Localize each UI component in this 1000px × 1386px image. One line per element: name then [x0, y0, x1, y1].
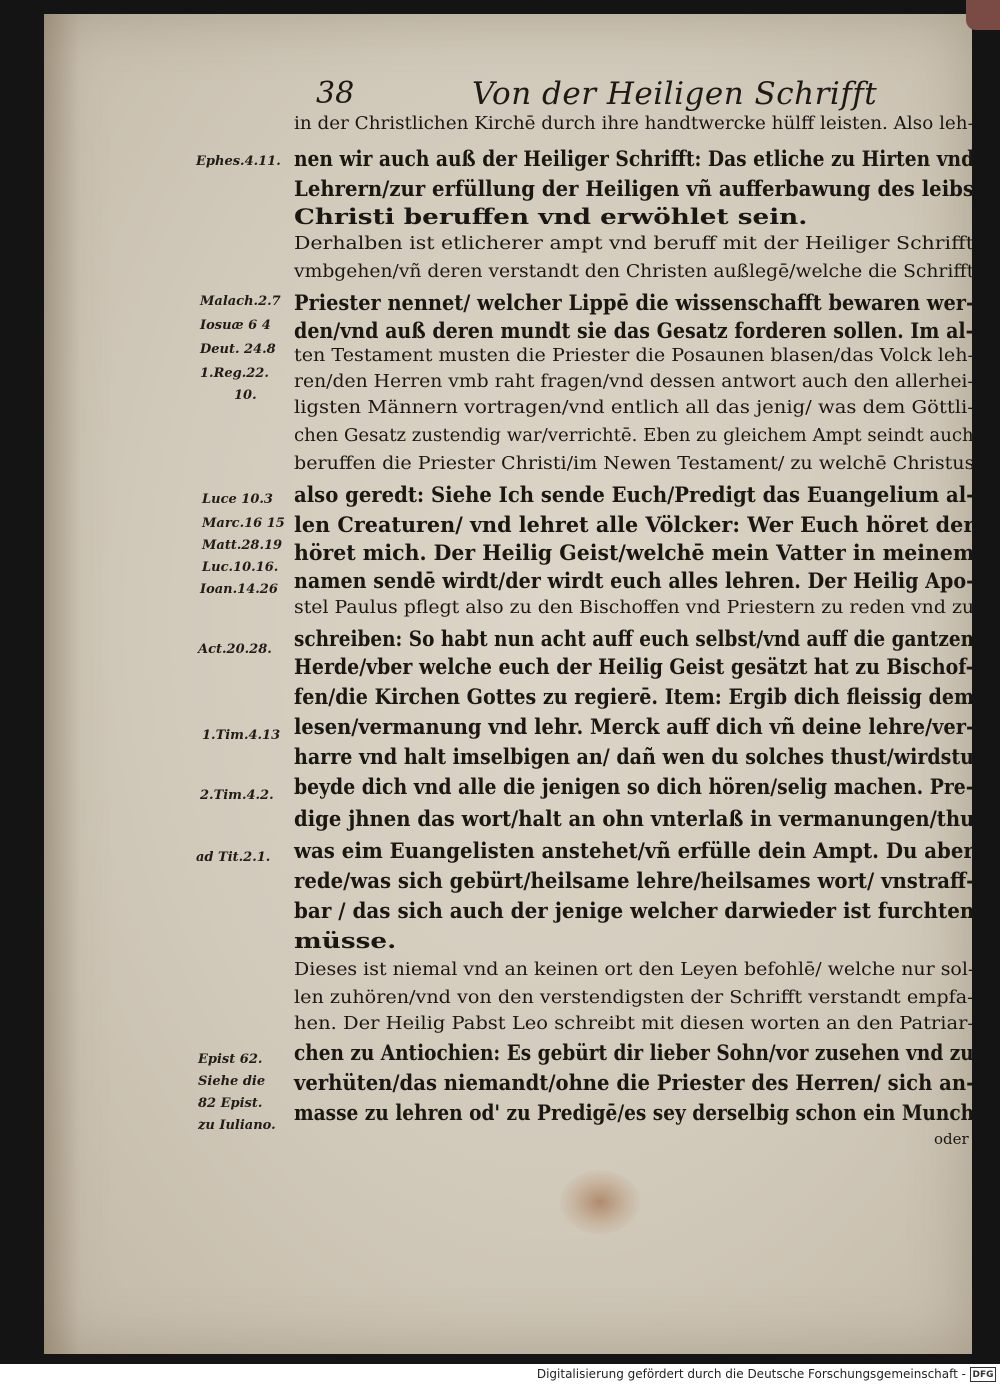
dfg-logo-icon: DFG: [970, 1367, 996, 1382]
margin-note: 1.Reg.22.: [200, 366, 269, 381]
text-line: beyde dich vnd alle die jenigen so dich hören/selig machen. Pre-: [294, 774, 974, 799]
text-line: schreiben: So habt nun acht auff euch selbst/vnd auff die gantzen: [294, 626, 974, 651]
text-line: lesen/vermanung vnd lehr. Merck auff dich vñ deine lehre/ver-: [294, 714, 975, 739]
text-line: was eim Euangelisten anstehet/vñ erfülle dein Ampt. Du aber: [294, 838, 974, 863]
text-line: ligsten Männern vortragen/vnd entlich all das jenig/ was dem Göttli-: [294, 398, 974, 418]
margin-note: Siehe die: [198, 1074, 266, 1089]
text-line: nen wir auch auß der Heiliger Schrifft: Das etliche zu Hirten vnd: [294, 146, 975, 171]
text-line: in der Christlichen Kirchē durch ihre handtwercke hülff leisten. Also leh-: [294, 114, 974, 134]
text-line: Lehrern/zur erfüllung der Heiligen vñ aufferbawung des leibs: [294, 176, 974, 201]
margin-note: Epist 62.: [198, 1052, 263, 1067]
margin-note: Ioan.14.26: [200, 582, 278, 597]
page-number: 38: [316, 76, 355, 111]
text-line: masse zu lehren od' zu Predigē/es sey derselbig schon ein Munch: [294, 1100, 975, 1125]
margin-note: Malach.2.7: [200, 294, 281, 309]
text-line: Herde/vber welche euch der Heilig Geist gesätzt hat zu Bischof-: [294, 654, 974, 679]
margin-note: Iosuæ 6 4: [200, 318, 271, 333]
paper-stain: [560, 1170, 640, 1234]
text-line: höret mich. Der Heilig Geist/welchē mein Vatter in meinem: [294, 540, 975, 565]
text-line: Priester nennet/ welcher Lippē die wissenschafft bewaren wer-: [294, 290, 974, 315]
page-corner-mark: [966, 0, 1000, 30]
catchword: oder: [934, 1130, 969, 1148]
text-line: Derhalben ist etlicherer ampt vnd beruff mit der Heiliger Schrifft: [294, 234, 974, 254]
text-line: vmbgehen/vñ deren verstandt den Christen außlegē/welche die Schrifft: [294, 262, 975, 282]
margin-note: Matt.28.19: [202, 538, 283, 553]
margin-note: 82 Epist.: [198, 1096, 263, 1111]
text-line: müsse.: [294, 928, 397, 953]
margin-note: Luce 10.3: [202, 492, 273, 507]
margin-note: Luc.10.16.: [202, 560, 279, 575]
text-line: ren/den Herren vmb raht fragen/vnd dessen antwort auch den allerhei-: [294, 372, 974, 392]
text-line: len Creaturen/ vnd lehret alle Völcker: Wer Euch höret der: [294, 512, 975, 537]
text-line: bar / das sich auch der jenige welcher darwieder ist furchten: [294, 898, 975, 923]
text-line: chen Gesatz zustendig war/verrichtē. Eben zu gleichem Ampt seindt auch: [294, 426, 974, 446]
margin-note: 10.: [234, 388, 257, 403]
margin-note: zu Iuliano.: [198, 1118, 276, 1133]
footer-bar: [0, 1364, 1000, 1386]
margin-note: Deut. 24.8: [200, 342, 276, 357]
margin-note: 1.Tim.4.13: [202, 728, 281, 743]
running-head: Von der Heiligen Schrifft: [472, 76, 878, 112]
margin-note: 2.Tim.4.2.: [200, 788, 274, 803]
text-line: dige jhnen das wort/halt an ohn vnterlaß in vermanungen/thu: [294, 806, 975, 831]
text-line: ten Testament musten die Priester die Posaunen blasen/das Volck leh-: [294, 346, 974, 366]
text-line: verhüten/das niemandt/ohne die Priester des Herren/ sich an-: [294, 1070, 975, 1095]
text-line: rede/was sich gebürt/heilsame lehre/heilsames wort/ vnstraff-: [294, 868, 975, 893]
text-line: len zuhören/vnd von den verstendigsten der Schrifft verstandt empfa-: [294, 988, 974, 1008]
text-line: chen zu Antiochien: Es gebürt dir lieber Sohn/vor zusehen vnd zu: [294, 1040, 974, 1065]
margin-note: ad Tit.2.1.: [196, 850, 271, 865]
text-line: beruffen die Priester Christi/im Newen Testament/ zu welchē Christus: [294, 454, 975, 474]
text-line: den/vnd auß deren mundt sie das Gesatz forderen sollen. Im al-: [294, 318, 974, 343]
margin-note: Marc.16 15: [202, 516, 285, 531]
text-line: harre vnd halt imselbigen an/ dañ wen du solches thust/wirdstu: [294, 744, 975, 769]
text-line: hen. Der Heilig Pabst Leo schreibt mit diesen worten an den Patriar-: [294, 1014, 974, 1034]
text-line: fen/die Kirchen Gottes zu regierē. Item: Ergib dich fleissig dem: [294, 684, 975, 709]
text-line: also geredt: Siehe Ich sende Euch/Predigt das Euangelium al-: [294, 482, 975, 507]
text-line: stel Paulus pflegt also zu den Bischoffen vnd Priestern zu reden vnd zu: [294, 598, 975, 618]
text-line: namen sendē wirdt/der wirdt euch alles lehren. Der Heilig Apo-: [294, 568, 974, 593]
text-line: Christi beruffen vnd erwöhlet sein.: [294, 204, 808, 229]
text-line: Dieses ist niemal vnd an keinen ort den Leyen befohlē/ welche nur sol-: [294, 960, 975, 980]
footer-credit: Digitalisierung gefördert durch die Deutsche Forschungsgemeinschaft -: [536, 1367, 966, 1381]
page-gutter-shadow: [44, 14, 80, 1354]
margin-note: Act.20.28.: [198, 642, 272, 657]
margin-note: Ephes.4.11.: [196, 154, 281, 169]
